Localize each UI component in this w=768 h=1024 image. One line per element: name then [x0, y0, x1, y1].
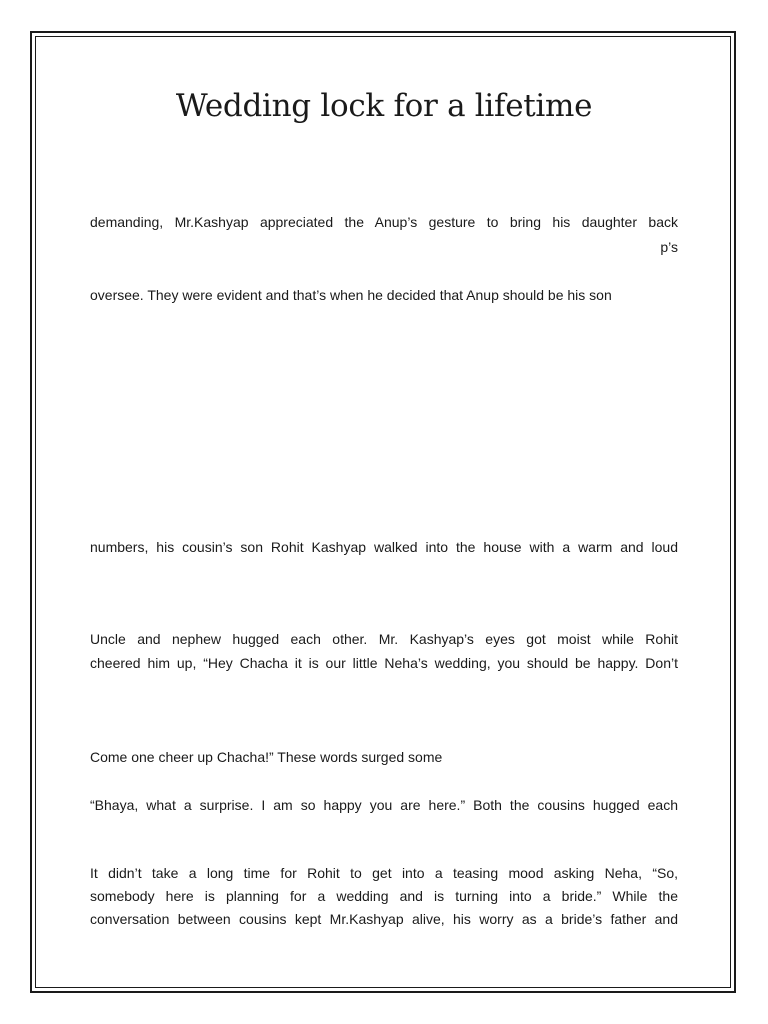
text-line-9: It didn’t take a long time for Rohit to get into a teasing mood asking Neha, “So,: [90, 865, 678, 881]
text-line-1: demanding, Mr.Kashyap appreciated the Anup’s gesture to bring his daughter back: [90, 214, 678, 230]
text-line-4: numbers, his cousin’s son Rohit Kashyap walked into the house with a warm and loud: [90, 539, 678, 555]
text-line-8: “Bhaya, what a surprise. I am so happy you are here.” Both the cousins hugged each: [90, 797, 678, 813]
text-line-2: p’s: [660, 239, 678, 255]
text-line-11: conversation between cousins kept Mr.Kashyap alive, his worry as a bride’s father and: [90, 911, 678, 927]
text-line-7: Come one cheer up Chacha!” These words surged some: [90, 749, 443, 765]
document-title: Wedding lock for a lifetime: [175, 88, 593, 124]
text-line-6: cheered him up, “Hey Chacha it is our little Neha’s wedding, you should be happy. Don’t: [90, 655, 678, 671]
page-border-inner: [35, 36, 731, 988]
text-line-10: somebody here is planning for a wedding and is turning into a bride.” While the: [90, 888, 678, 904]
text-line-3: oversee. They were evident and that’s when he decided that Anup should be his son: [90, 287, 612, 303]
text-line-5: Uncle and nephew hugged each other. Mr. Kashyap’s eyes got moist while Rohit: [90, 631, 678, 647]
